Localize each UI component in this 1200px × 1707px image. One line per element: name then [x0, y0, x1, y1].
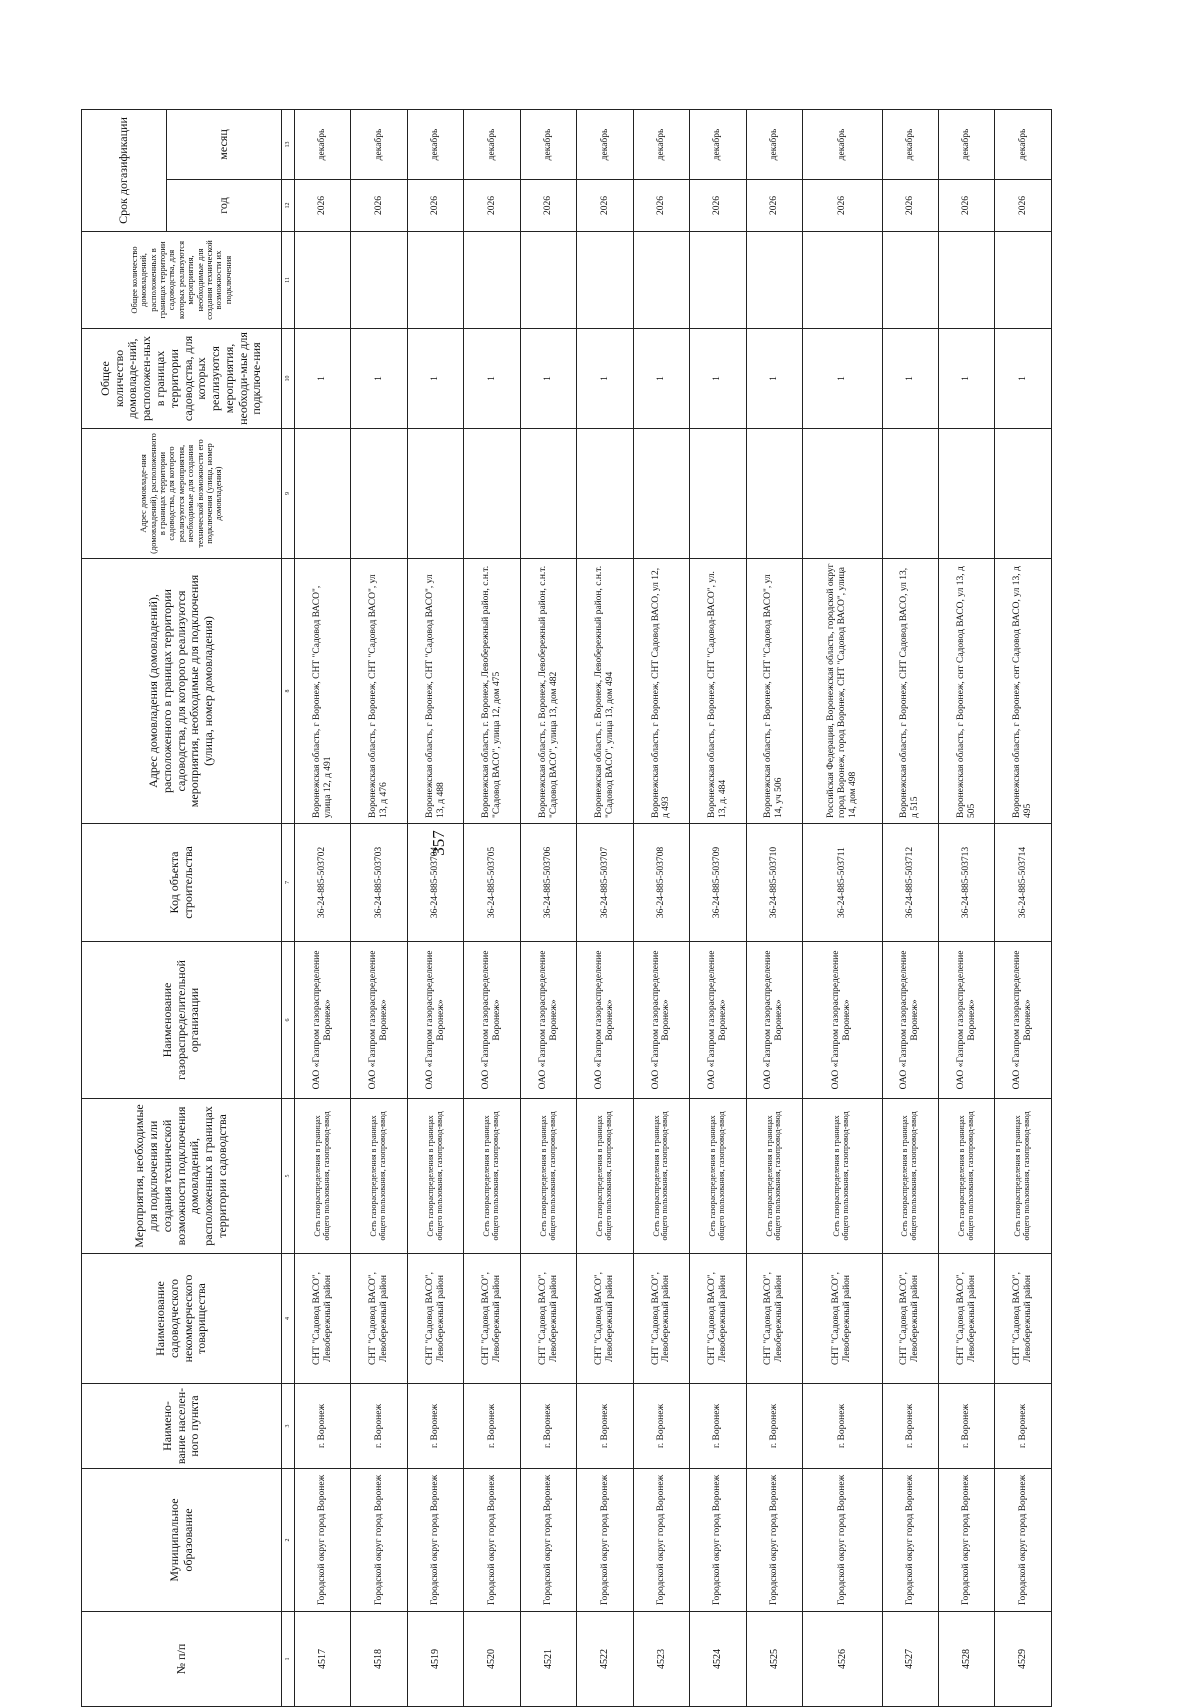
- column-number: 7: [282, 824, 295, 942]
- settlement-cell: г. Воронеж: [351, 1384, 407, 1469]
- total-connect-cell: 1: [464, 329, 520, 429]
- settlement-cell: г. Воронеж: [995, 1384, 1052, 1469]
- municipality-cell: Городской округ город Воронеж: [690, 1469, 746, 1612]
- municipality-cell: Городской округ город Воронеж: [351, 1469, 407, 1612]
- row-number: 4523: [633, 1612, 689, 1707]
- partnership-cell: СНТ "Садовод ВАСО", Левобережный район: [633, 1254, 689, 1384]
- measure-cell: Сеть газораспределения в границах общего пользования, газопровод-ввод: [295, 1099, 351, 1254]
- column-number: 3: [282, 1384, 295, 1469]
- row-number: 4525: [746, 1612, 802, 1707]
- column-number: 9: [282, 429, 295, 559]
- table-row: [351, 109, 407, 1706]
- row-number: 4524: [690, 1612, 746, 1707]
- table-body: [295, 109, 1052, 1706]
- municipality-cell: Городской округ город Воронеж: [464, 1469, 520, 1612]
- column-number: 11: [282, 232, 295, 329]
- code-cell: 36-24-885-503712: [882, 824, 938, 942]
- year-cell: 2026: [520, 180, 576, 232]
- total-connect-cell: 1: [746, 329, 802, 429]
- address-cell: Воронежская область, г Воронеж, СНТ "Садовод ВАСО", ул 14, уч 506: [746, 559, 802, 824]
- settlement-cell: г. Воронеж: [746, 1384, 802, 1469]
- address-cell: Воронежская область, г Воронеж, СНТ Садовод ВАСО, ул 12, д 493: [633, 559, 689, 824]
- partnership-cell: СНТ "Садовод ВАСО", Левобережный район: [577, 1254, 633, 1384]
- municipality-cell: Городской округ город Воронеж: [746, 1469, 802, 1612]
- settlement-cell: г. Воронеж: [938, 1384, 994, 1469]
- partnership-cell: СНТ "Садовод ВАСО", Левобережный район: [464, 1254, 520, 1384]
- header-measures: Мероприятия, необходимые для подключения или создания технической возможности подключения домовладений, расположенных в границах территории садоводства: [82, 1099, 282, 1254]
- municipality-cell: Городской округ город Воронеж: [633, 1469, 689, 1612]
- address-cell: Воронежская область, г Воронеж, СНТ "Садовод ВАСО", улица 12, д 491: [295, 559, 351, 824]
- gas-org-cell: ОАО «Газпром газораспределение Воронеж»: [633, 942, 689, 1099]
- year-cell: 2026: [633, 180, 689, 232]
- code-cell: 36-24-885-503707: [577, 824, 633, 942]
- table-row: [803, 109, 882, 1706]
- header-gas-org: Наименование газораспределительной организации: [82, 942, 282, 1099]
- code-cell: 36-24-885-503708: [633, 824, 689, 942]
- measure-cell: Сеть газораспределения в границах общего пользования, газопровод-ввод: [882, 1099, 938, 1254]
- address-cell: Воронежская область, г Воронеж, СНТ "Садовод-ВАСО", ул. 13, д. 484: [690, 559, 746, 824]
- gas-org-cell: ОАО «Газпром газораспределение Воронеж»: [938, 942, 994, 1099]
- measure-cell: Сеть газораспределения в границах общего пользования, газопровод-ввод: [746, 1099, 802, 1254]
- year-cell: 2026: [690, 180, 746, 232]
- measure-cell: Сеть газораспределения в границах общего пользования, газопровод-ввод: [464, 1099, 520, 1254]
- settlement-cell: г. Воронеж: [803, 1384, 882, 1469]
- address-cell: Воронежская область, г Воронеж, снт Садовод ВАСО, ул 13, д 495: [995, 559, 1052, 824]
- year-cell: 2026: [938, 180, 994, 232]
- code-cell: 36-24-885-503703: [351, 824, 407, 942]
- year-cell: 2026: [746, 180, 802, 232]
- gas-org-cell: ОАО «Газпром газораспределение Воронеж»: [577, 942, 633, 1099]
- municipality-cell: Городской округ город Воронеж: [995, 1469, 1052, 1612]
- header-settlement: Наимено-вание населен-ного пункта: [82, 1384, 282, 1469]
- address-tech-cell: [577, 429, 633, 559]
- municipality-cell: Городской округ город Воронеж: [520, 1469, 576, 1612]
- address-cell: Воронежская область, г Воронеж, СНТ "Садовод ВАСО", ул 13, д 476: [351, 559, 407, 824]
- header-partnership: Наименование садоводческого некоммерческого товарищества: [82, 1254, 282, 1384]
- total-tech-cell: [746, 232, 802, 329]
- row-number: 4522: [577, 1612, 633, 1707]
- total-tech-cell: [938, 232, 994, 329]
- total-tech-cell: [882, 232, 938, 329]
- table-row: [938, 109, 994, 1706]
- total-connect-cell: 1: [577, 329, 633, 429]
- total-connect-cell: 1: [633, 329, 689, 429]
- gasification-table: [81, 109, 1052, 1707]
- column-number: 10: [282, 329, 295, 429]
- month-cell: декабрь: [633, 109, 689, 179]
- row-number: 4521: [520, 1612, 576, 1707]
- address-tech-cell: [633, 429, 689, 559]
- row-number: 4528: [938, 1612, 994, 1707]
- gas-org-cell: ОАО «Газпром газораспределение Воронеж»: [882, 942, 938, 1099]
- partnership-cell: СНТ "Садовод ВАСО", Левобережный район: [938, 1254, 994, 1384]
- year-cell: 2026: [577, 180, 633, 232]
- code-cell: 36-24-885-503713: [938, 824, 994, 942]
- table-row: [407, 109, 463, 1706]
- address-tech-cell: [746, 429, 802, 559]
- address-cell: Российская Федерация, Воронежская область, городской округ город Воронеж, город Воронеж, СНТ "Садовод ВАСО", улица 14, дом 498: [803, 559, 882, 824]
- code-cell: 36-24-885-503705: [464, 824, 520, 942]
- table-row: [995, 109, 1052, 1706]
- address-tech-cell: [938, 429, 994, 559]
- address-cell: Воронежская область, г. Воронеж, Левобережный район, с.н.т. "Садовод ВАСО", улица 13, дом 494: [577, 559, 633, 824]
- settlement-cell: г. Воронеж: [407, 1384, 463, 1469]
- gas-org-cell: ОАО «Газпром газораспределение Воронеж»: [520, 942, 576, 1099]
- header-month: месяц: [167, 109, 282, 179]
- measure-cell: Сеть газораспределения в границах общего пользования, газопровод-ввод: [633, 1099, 689, 1254]
- total-tech-cell: [995, 232, 1052, 329]
- column-number: 8: [282, 559, 295, 824]
- partnership-cell: СНТ "Садовод ВАСО", Левобережный район: [995, 1254, 1052, 1384]
- total-tech-cell: [803, 232, 882, 329]
- column-number: 4: [282, 1254, 295, 1384]
- year-cell: 2026: [995, 180, 1052, 232]
- address-tech-cell: [690, 429, 746, 559]
- total-connect-cell: 1: [995, 329, 1052, 429]
- total-connect-cell: 1: [407, 329, 463, 429]
- total-connect-cell: 1: [520, 329, 576, 429]
- row-number: 4519: [407, 1612, 463, 1707]
- column-number: 12: [282, 180, 295, 232]
- month-cell: декабрь: [690, 109, 746, 179]
- month-cell: декабрь: [464, 109, 520, 179]
- month-cell: декабрь: [577, 109, 633, 179]
- partnership-cell: СНТ "Садовод ВАСО", Левобережный район: [295, 1254, 351, 1384]
- address-tech-cell: [882, 429, 938, 559]
- municipality-cell: Городской округ город Воронеж: [882, 1469, 938, 1612]
- table-row: [295, 109, 351, 1706]
- total-tech-cell: [407, 232, 463, 329]
- settlement-cell: г. Воронеж: [520, 1384, 576, 1469]
- code-cell: 36-24-885-503710: [746, 824, 802, 942]
- address-cell: Воронежская область, г Воронеж, СНТ Садовод ВАСО, ул 13, д 515: [882, 559, 938, 824]
- gas-org-cell: ОАО «Газпром газораспределение Воронеж»: [690, 942, 746, 1099]
- total-connect-cell: 1: [803, 329, 882, 429]
- gas-org-cell: ОАО «Газпром газораспределение Воронеж»: [295, 942, 351, 1099]
- address-tech-cell: [295, 429, 351, 559]
- row-number: 4520: [464, 1612, 520, 1707]
- column-number: 13: [282, 109, 295, 179]
- partnership-cell: СНТ "Садовод ВАСО", Левобережный район: [803, 1254, 882, 1384]
- row-number: 4518: [351, 1612, 407, 1707]
- code-cell: 36-24-885-503702: [295, 824, 351, 942]
- header-deadline: Срок догазификации: [82, 109, 167, 231]
- column-number: 1: [282, 1612, 295, 1707]
- row-number: 4527: [882, 1612, 938, 1707]
- header-code: Код объекта строительства: [82, 824, 282, 942]
- settlement-cell: г. Воронеж: [295, 1384, 351, 1469]
- page-number: 357: [429, 830, 448, 856]
- month-cell: декабрь: [746, 109, 802, 179]
- address-tech-cell: [464, 429, 520, 559]
- address-tech-cell: [995, 429, 1052, 559]
- partnership-cell: СНТ "Садовод ВАСО", Левобережный район: [746, 1254, 802, 1384]
- month-cell: декабрь: [938, 109, 994, 179]
- row-number: 4526: [803, 1612, 882, 1707]
- month-cell: декабрь: [520, 109, 576, 179]
- header-address: Адрес домовладения (домовладений), расположенного в границах территории садоводства, для которого реализуются мероприятия, необходимые для подключения (улица, номер домовладения): [82, 559, 282, 824]
- settlement-cell: г. Воронеж: [882, 1384, 938, 1469]
- total-tech-cell: [690, 232, 746, 329]
- partnership-cell: СНТ "Садовод ВАСО", Левобережный район: [882, 1254, 938, 1384]
- column-number: 5: [282, 1099, 295, 1254]
- total-tech-cell: [577, 232, 633, 329]
- table-row: [633, 109, 689, 1706]
- measure-cell: Сеть газораспределения в границах общего пользования, газопровод-ввод: [520, 1099, 576, 1254]
- month-cell: декабрь: [407, 109, 463, 179]
- total-tech-cell: [633, 232, 689, 329]
- code-cell: 36-24-885-503714: [995, 824, 1052, 942]
- month-cell: декабрь: [882, 109, 938, 179]
- measure-cell: Сеть газораспределения в границах общего пользования, газопровод-ввод: [577, 1099, 633, 1254]
- year-cell: 2026: [407, 180, 463, 232]
- year-cell: 2026: [882, 180, 938, 232]
- total-tech-cell: [520, 232, 576, 329]
- settlement-cell: г. Воронеж: [633, 1384, 689, 1469]
- column-number: 6: [282, 942, 295, 1099]
- table-row: [690, 109, 746, 1706]
- partnership-cell: СНТ "Садовод ВАСО", Левобережный район: [351, 1254, 407, 1384]
- year-cell: 2026: [803, 180, 882, 232]
- table-row: [520, 109, 576, 1706]
- municipality-cell: Городской округ город Воронеж: [407, 1469, 463, 1612]
- code-cell: 36-24-885-503704: [407, 824, 463, 942]
- code-cell: 36-24-885-503706: [520, 824, 576, 942]
- month-cell: декабрь: [803, 109, 882, 179]
- measure-cell: Сеть газораспределения в границах общего пользования, газопровод-ввод: [407, 1099, 463, 1254]
- column-number: 2: [282, 1469, 295, 1612]
- row-number: 4517: [295, 1612, 351, 1707]
- address-tech-cell: [520, 429, 576, 559]
- month-cell: декабрь: [995, 109, 1052, 179]
- address-tech-cell: [407, 429, 463, 559]
- gas-org-cell: ОАО «Газпром газораспределение Воронеж»: [995, 942, 1052, 1099]
- total-connect-cell: 1: [351, 329, 407, 429]
- header-num: № п/п: [82, 1612, 282, 1707]
- table-row: [464, 109, 520, 1706]
- settlement-cell: г. Воронеж: [464, 1384, 520, 1469]
- gas-org-cell: ОАО «Газпром газораспределение Воронеж»: [407, 942, 463, 1099]
- address-cell: Воронежская область, г Воронеж, снт Садовод ВАСО, ул 13, д 505: [938, 559, 994, 824]
- gas-org-cell: ОАО «Газпром газораспределение Воронеж»: [351, 942, 407, 1099]
- settlement-cell: г. Воронеж: [577, 1384, 633, 1469]
- header-year: год: [167, 180, 282, 232]
- total-tech-cell: [295, 232, 351, 329]
- row-number: 4529: [995, 1612, 1052, 1707]
- measure-cell: Сеть газораспределения в границах общего пользования, газопровод-ввод: [803, 1099, 882, 1254]
- measure-cell: Сеть газораспределения в границах общего пользования, газопровод-ввод: [995, 1099, 1052, 1254]
- address-cell: Воронежская область, г Воронеж, СНТ "Садовод ВАСО", ул 13, д 488: [407, 559, 463, 824]
- total-connect-cell: 1: [938, 329, 994, 429]
- code-cell: 36-24-885-503711: [803, 824, 882, 942]
- partnership-cell: СНТ "Садовод ВАСО", Левобережный район: [407, 1254, 463, 1384]
- address-cell: Воронежская область, г. Воронеж, Левобережный район, с.н.т. "Садовод ВАСО", улица 12, дом 475: [464, 559, 520, 824]
- total-connect-cell: 1: [882, 329, 938, 429]
- partnership-cell: СНТ "Садовод ВАСО", Левобережный район: [690, 1254, 746, 1384]
- municipality-cell: Городской округ город Воронеж: [803, 1469, 882, 1612]
- partnership-cell: СНТ "Садовод ВАСО", Левобережный район: [520, 1254, 576, 1384]
- total-tech-cell: [351, 232, 407, 329]
- settlement-cell: г. Воронеж: [690, 1384, 746, 1469]
- table-row: [882, 109, 938, 1706]
- year-cell: 2026: [464, 180, 520, 232]
- table-row: [746, 109, 802, 1706]
- municipality-cell: Городской округ город Воронеж: [295, 1469, 351, 1612]
- measure-cell: Сеть газораспределения в границах общего пользования, газопровод-ввод: [938, 1099, 994, 1254]
- measure-cell: Сеть газораспределения в границах общего пользования, газопровод-ввод: [351, 1099, 407, 1254]
- header-total-connect: Общее количество домовладе-ний, расположен-ных в границах территории садоводства, для которых реализуются мероприятия, необходи-мые для подключе-ния: [82, 329, 282, 429]
- code-cell: 36-24-885-503709: [690, 824, 746, 942]
- gas-org-cell: ОАО «Газпром газораспределение Воронеж»: [746, 942, 802, 1099]
- month-cell: декабрь: [351, 109, 407, 179]
- header-municipality: Муниципальное образование: [82, 1469, 282, 1612]
- year-cell: 2026: [351, 180, 407, 232]
- gas-org-cell: ОАО «Газпром газораспределение Воронеж»: [803, 942, 882, 1099]
- rotated-page: [81, 110, 1052, 1707]
- total-connect-cell: 1: [690, 329, 746, 429]
- gas-org-cell: ОАО «Газпром газораспределение Воронеж»: [464, 942, 520, 1099]
- measure-cell: Сеть газораспределения в границах общего пользования, газопровод-ввод: [690, 1099, 746, 1254]
- municipality-cell: Городской округ город Воронеж: [938, 1469, 994, 1612]
- header-address-tech: Адрес домовладе-ния (домовладений), расположенного в границах территории садоводства, для которого реализуются мероприятия, необходимые для создания технической возможности его подключения (улица, номер домовладения): [82, 429, 282, 559]
- year-cell: 2026: [295, 180, 351, 232]
- header-total-tech: Общее количество домовладений, расположенных в границах территории садоводства, для которых реализуются мероприятия, необходимые для создания технической возможности их подключения: [82, 232, 282, 329]
- municipality-cell: Городской округ город Воронеж: [577, 1469, 633, 1612]
- total-connect-cell: 1: [295, 329, 351, 429]
- address-tech-cell: [803, 429, 882, 559]
- total-tech-cell: [464, 232, 520, 329]
- month-cell: декабрь: [295, 109, 351, 179]
- address-cell: Воронежская область, г. Воронеж, Левобережный район, с.н.т. "Садовод ВАСО", улица 13, дом 482: [520, 559, 576, 824]
- table-row: [577, 109, 633, 1706]
- address-tech-cell: [351, 429, 407, 559]
